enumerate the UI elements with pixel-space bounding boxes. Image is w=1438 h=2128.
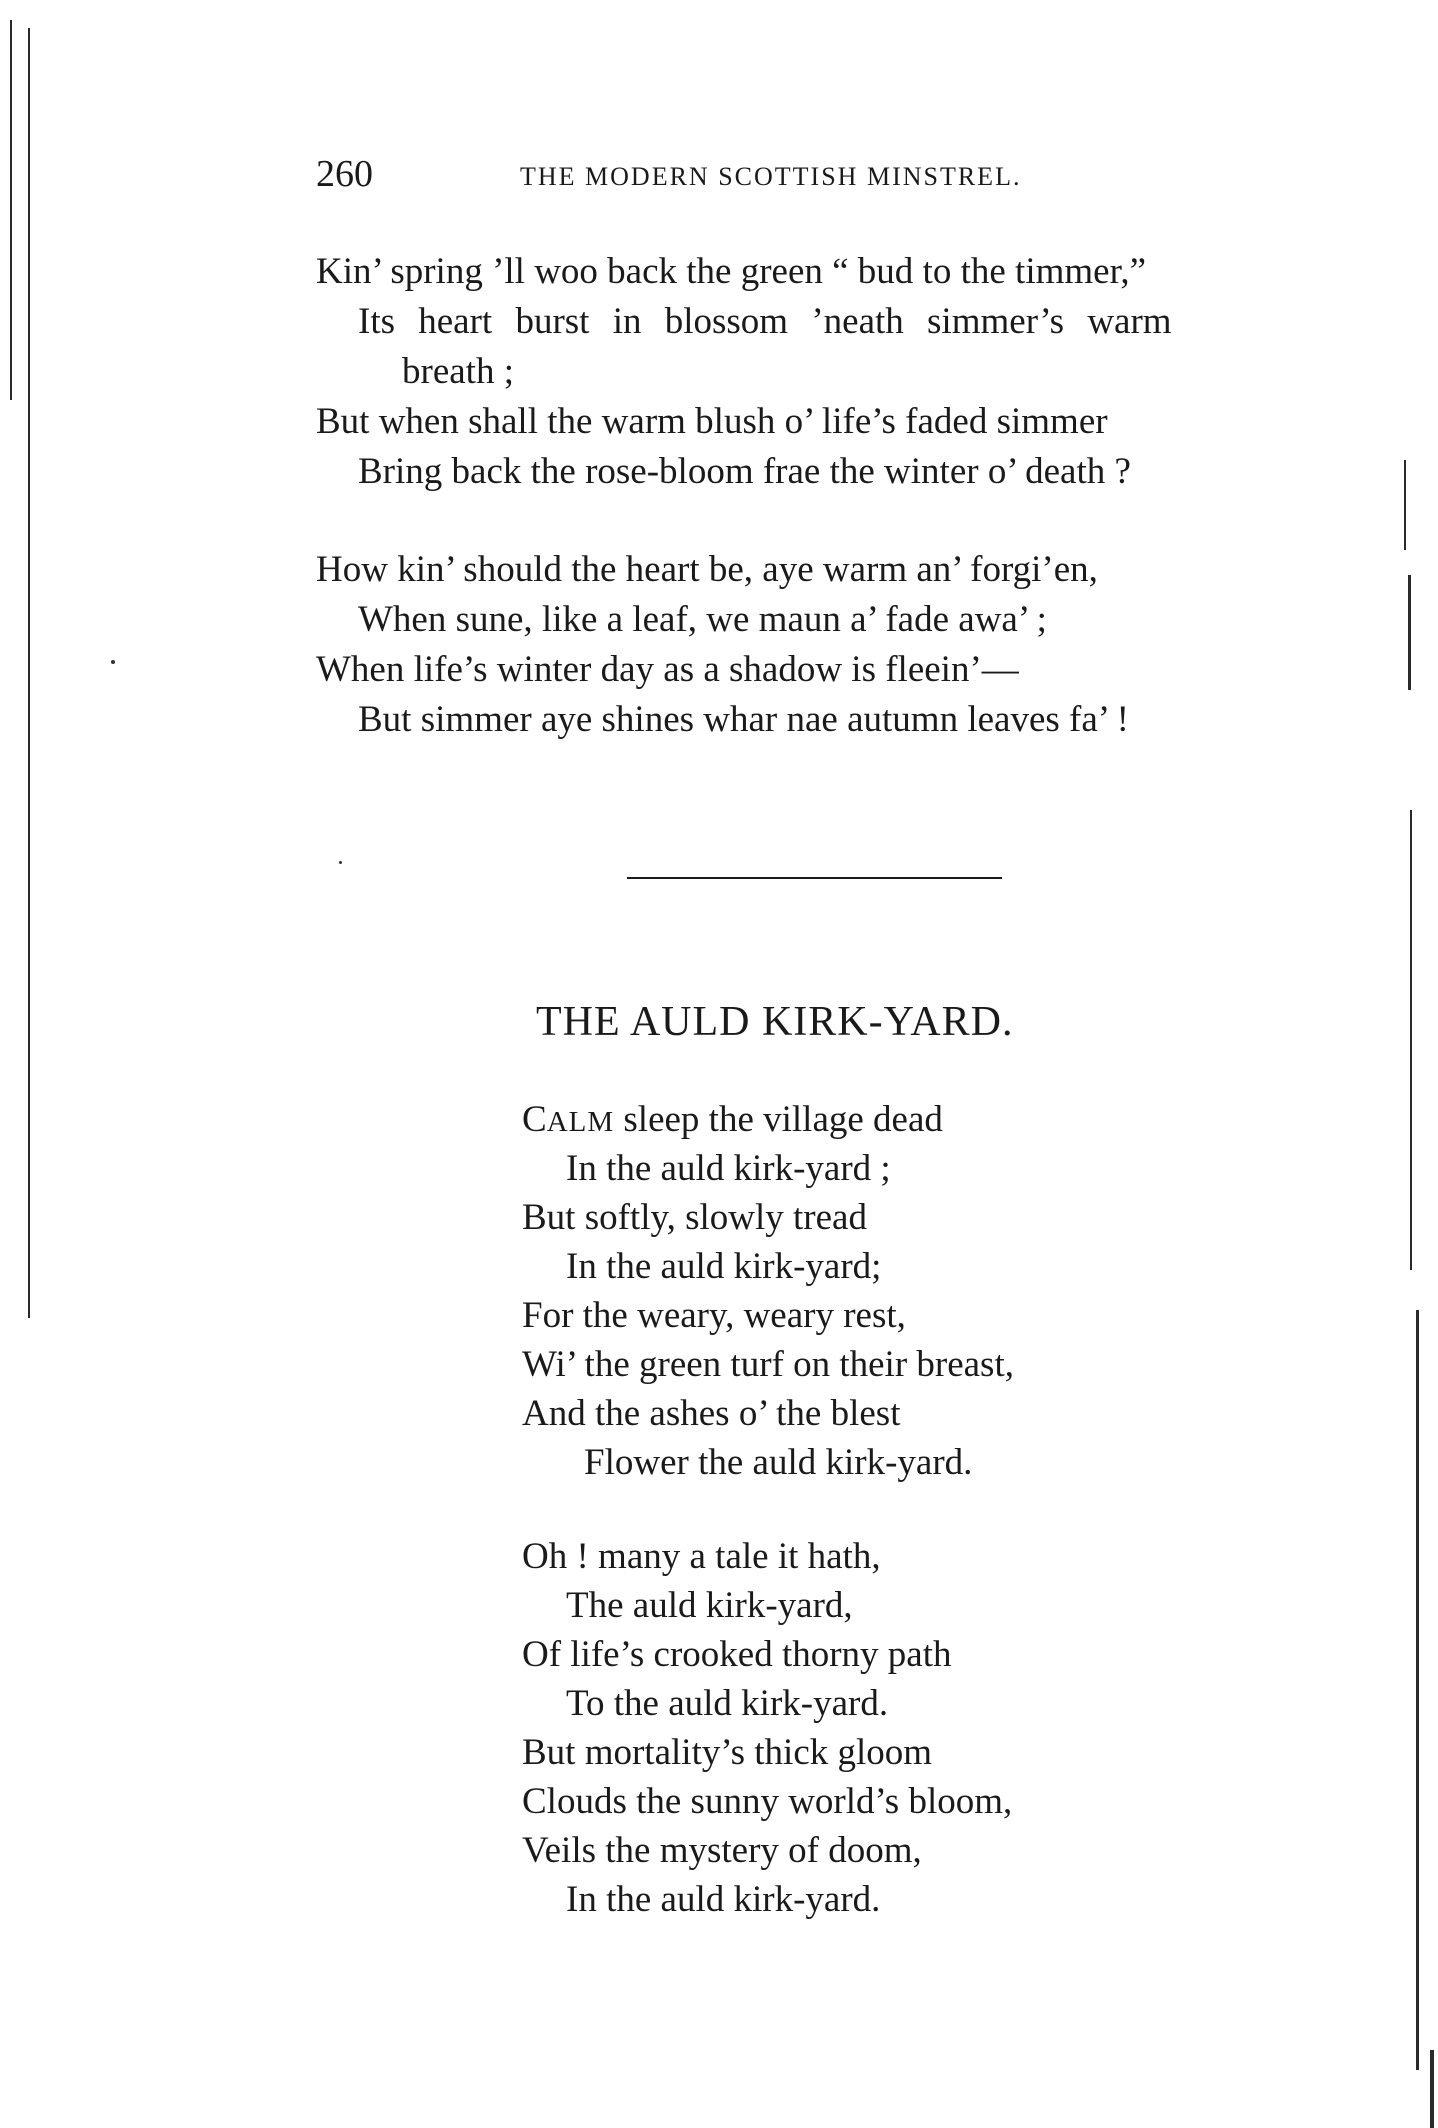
- verse-line: But softly, slowly tread: [522, 1197, 867, 1238]
- scan-edge-right: [1404, 460, 1406, 550]
- verse-line: How kin’ should the heart be, aye warm an’ forgi’en,: [316, 549, 1098, 590]
- poem-title: THE AULD KIRK-YARD.: [536, 999, 1014, 1045]
- verse-line: Veils the mystery of doom,: [522, 1830, 922, 1871]
- scan-edge-right: [1408, 575, 1411, 690]
- running-head: [316, 152, 1146, 202]
- verse-line: Of life’s crooked thorny path: [522, 1634, 952, 1675]
- scan-edge-right: [1416, 1310, 1419, 2070]
- verse-line: The auld kirk-yard,: [566, 1585, 853, 1626]
- first-line-rest: sleep the village dead: [614, 1099, 943, 1140]
- verse-line: In the auld kirk-yard;: [566, 1246, 882, 1287]
- verse-line: breath ;: [402, 351, 514, 392]
- scan-speck: [111, 660, 115, 664]
- verse-line: Wi’ the green turf on their breast,: [522, 1344, 1014, 1385]
- verse-line: Kin’ spring ’ll woo back the green “ bud to the timmer,”: [316, 251, 1147, 292]
- verse-line: Its heart burst in blossom ’neath simmer’s warm: [358, 301, 1172, 342]
- book-title: THE MODERN SCOTTISH MINSTREL.: [520, 162, 1022, 191]
- scan-edge-right: [1430, 2050, 1434, 2128]
- verse-line: To the auld kirk-yard.: [566, 1683, 889, 1724]
- verse-line: But when shall the warm blush o’ life’s faded simmer: [316, 401, 1108, 442]
- verse-line: For the weary, weary rest,: [522, 1295, 906, 1336]
- verse-line: When life’s winter day as a shadow is fleein’—: [316, 649, 1019, 690]
- verse-line: In the auld kirk-yard ;: [566, 1148, 891, 1189]
- verse-line: Oh ! many a tale it hath,: [522, 1536, 881, 1577]
- scan-speck: [339, 861, 342, 864]
- verse-line: Flower the auld kirk-yard.: [584, 1442, 973, 1483]
- verse-line: Clouds the sunny world’s bloom,: [522, 1781, 1013, 1822]
- scan-edge-left-outer: [10, 20, 12, 400]
- verse-line: And the ashes o’ the blest: [522, 1393, 901, 1434]
- verse-line-first: [522, 1098, 943, 1141]
- verse-line: But simmer aye shines whar nae autumn leaves fa’ !: [358, 699, 1129, 740]
- scan-edge-left-inner: [28, 28, 30, 1318]
- drop-word-initial: C: [522, 1099, 547, 1140]
- small-caps-word: ALM: [546, 1106, 615, 1138]
- verse-line: But mortality’s thick gloom: [522, 1732, 933, 1773]
- page-number: 260: [316, 153, 373, 195]
- verse-line: Bring back the rose-bloom frae the winter o’ death ?: [358, 451, 1131, 492]
- section-divider: [627, 877, 1002, 879]
- verse-line: In the auld kirk-yard.: [566, 1879, 881, 1920]
- scan-edge-right: [1410, 810, 1412, 1270]
- verse-line: When sune, like a leaf, we maun a’ fade awa’ ;: [358, 599, 1047, 640]
